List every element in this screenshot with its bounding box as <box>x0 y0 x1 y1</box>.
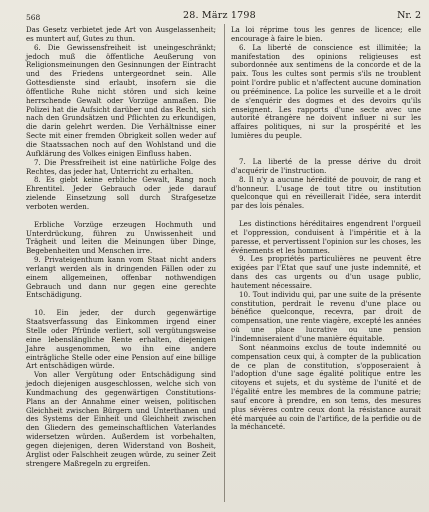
column-divider <box>224 24 225 502</box>
paragraph: La loi réprime tous les genres de licence; elle encourage à faire le bien. <box>231 25 421 43</box>
french-column <box>231 26 421 432</box>
paragraph: Les distinctions héréditaires engendrent l'orgueil et l'oppression, conduisent à l'impéritie et à la paresse, et pervertissent l'opinion sur les choses, les événements et les hommes. <box>231 219 421 255</box>
paragraph: Sont néanmoins exclus de toute indemnité ou compensation ceux qui, à compter de la publication de ce plan de constitution, s'opposeraient à l'adoption d'une sage égalité politique entre les citoyens et sujets, et du système de l'unité et de l'égalité entre les membres de la commune patrie; sauf encore à prendre, en son tems, des mesures plus sévères contre ceux dont la résistance aurait été marquée au coin de l'artifice, de la perfidie ou de la méchanceté. <box>231 342 421 432</box>
paragraph: 8. Il n'y a aucune hérédité de pouvoir, de rang et d'honneur. L'usage de tout titre ou institution quelconque qui en réveillerait l'idée, sera interdit par des lois pénales. <box>231 174 421 211</box>
paragraph: 9. Privateigenthum kann vom Staat nicht anders verlangt werden als in dringenden Fällen oder zu einem allgemeinen, offenbar nothwendigen Gebrauch und dann nur gegen eine gerechte Entschädigung. <box>26 255 216 300</box>
paragraph: 6. Die Gewissensfreiheit ist uneingeschränkt; jedoch muß die öffentliche Aeußerung von Religionsmeinungen den Gesinnungen der Eintracht und des Friedens untergeordnet sein. Alle Gottesdienste sind erlaubt, insofern sie die öffentliche Ruhe nicht stören und sich keine herrschende Gewalt oder Vorzüge anmaßen. Die Polizei hat die Aufsicht darüber und das Recht, sich nach den Grundsätzen und Pflichten zu erkundigen, die darin gelehrt werden. Die Verhältnisse einer Secte mit einer fremden Obrigkeit sollen weder auf die Staatssachen noch auf den Wohlstand und die Aufklärung des Volkes einigen Einfluss haben. <box>26 42 216 158</box>
paragraph: 10. Ein jeder, der durch gegenwärtige Staatsverfassung das Einkommen irgend einer Stelle oder Pfründe verliert, soll vergütungsweise eine lebenslängliche Rente erhalten, diejenigen Jahre ausgenommen, wo ihn eine andere einträgliche Stelle oder eine Pension auf eine billige Art entschädigen würde. <box>26 308 216 371</box>
issue-date: 28. März 1798 <box>183 10 256 21</box>
paragraph: 9. Les propriétés particulières ne peuvent être exigées par l'Etat que sauf une juste indemnité, et dans des cas urgents ou d'un usage public, hautement nécessaire. <box>231 254 421 290</box>
paragraph: Erbliche Vorzüge erzeugen Hochmuth und Unterdrückung, führen zu Unwissenheit und Trägheit und leiten die Meinungen über Dinge, Begebenheiten und Menschen irre. <box>26 219 216 256</box>
paragraph: 8. Es giebt keine erbliche Gewalt, Rang noch Ehrentitel. Jeder Gebrauch oder jede darauf zielende Einsetzung soll durch Strafgesetze verboten werden. <box>26 175 216 211</box>
paragraph: 10. Tout individu qui, par une suite de la présente constitution, perdrait le revenu d'une place ou bénéfice quelconque, recevra, par droit de compensation, une rente viagère, excepté les années où une place lucrative ou une pension l'indemniseraient d'une manière équitable. <box>231 289 421 343</box>
paragraph: Das Gesetz verbietet jede Art von Ausgelassenheit; es muntert auf, Gutes zu thun. <box>26 25 216 43</box>
paragraph: Von aller Vergütung oder Entschädigung sind jedoch diejenigen ausgeschlossen, welche sich von Kundmachung des gegenwärtigen Constitutions-Plans an der Annahme einer weisen, politischen Gleichheit zwischen Bürgern und Unterthanen und des Systems der Einheit und Gleichheit zwischen den Gliedern des gemeinschaftlichen Vaterlandes widersetzen würden. Außerdem ist vorbehalten, gegen diejenigen, deren Widerstand von Bosheit, Arglist oder Falschheit zeugen würde, zu seiner Zeit strengere Maßregeln zu ergreifen. <box>26 370 216 468</box>
paragraph: 7. Die Pressfreiheit ist eine natürliche Folge des Rechtes, das jeder hat, Unterricht zu erhalten. <box>26 157 216 176</box>
page-header <box>0 0 429 22</box>
issue-number: Nr. 2 <box>397 10 421 21</box>
page-number: 568 <box>26 13 41 22</box>
paragraph: 7. La liberté de la presse dérive du droit d'acquérir de l'instruction. <box>231 156 421 175</box>
paragraph: 6. La liberté de conscience est illimitée; la manifestation des opinions religieuses est subordonnée aux sentimens de la concorde et de la paix. Tous les cultes sont permis s'ils ne troublent point l'ordre public et n'affectent aucune domination ou prééminence. La police les surveille et a le droit de s'enquérir des dogmes et des devoirs qu'ils enseignent. Les rapports d'une secte avec une autorité étrangère ne doivent influer ni sur les affaires politiques, ni sur la prospérité et les lumières du peuple. <box>231 42 421 141</box>
german-column <box>26 13 216 469</box>
